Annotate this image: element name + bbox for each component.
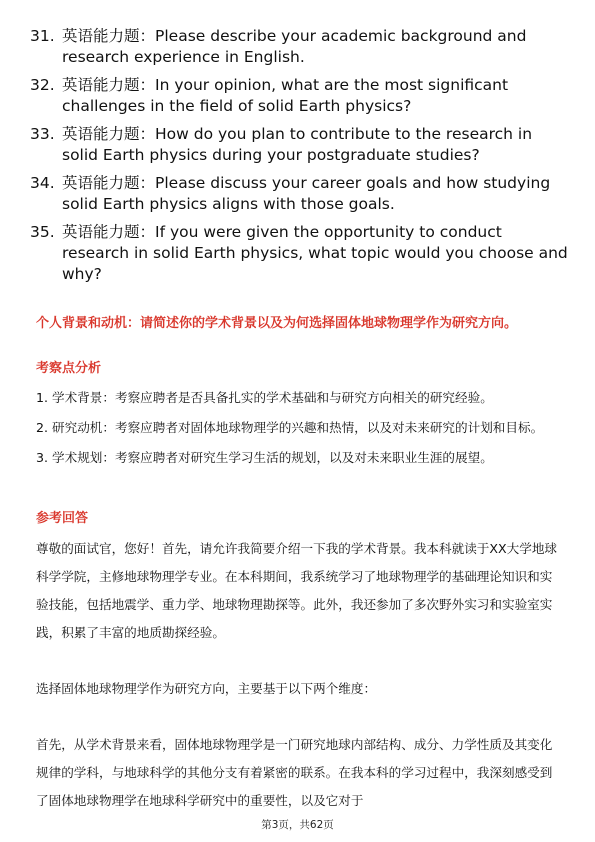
question-text: 英语能力题：If you were given the opportunity to conduct research in solid Earth physics, what topic would you choose and why? (62, 223, 568, 283)
page-footer: 第3页，共62页 (261, 819, 334, 831)
question-text: 英语能力题：Please discuss your career goals and how studying solid Earth physics aligns with those goals. (62, 174, 551, 213)
analysis-list (36, 384, 561, 474)
analysis-title: 考察点分析 (36, 361, 102, 376)
answer-paragraph: 首先，从学术背景来看，固体地球物理学是一门研究地球内部结构、成分、力学性质及其变化规律的学科，与地球科学的其他分支有着紧密的联系。在我本科的学习过程中，我深刻感受到了固体地球物理学在地球科学研究中的重要性，以及它对于 (36, 737, 553, 808)
question-item (30, 173, 570, 215)
question-list (30, 26, 570, 292)
question-text: 英语能力题：In your opinion, what are the most significant challenges in the field of solid Earth physics? (62, 76, 509, 115)
answer-title: 参考回答 (36, 511, 89, 526)
answer-paragraph: 尊敬的面试官，您好！首先，请允许我简要介绍一下我的学术背景。我本科就读于XX大学地球科学学院，主修地球物理学专业。在本科期间，我系统学习了地球物理学的基础理论知识和实验技能，包括地震学、重力学、地球物理勘探等。此外，我还参加了多次野外实习和实验室实践，积累了丰富的地质勘探经验。 (36, 541, 558, 640)
question-text: 英语能力题：How do you plan to contribute to the research in solid Earth physics during your postgraduate studies? (62, 125, 533, 164)
question-item (30, 26, 570, 68)
question-number: 32. (30, 76, 55, 94)
question-text: 英语能力题：Please describe your academic background and research experience in English. (62, 27, 527, 66)
analysis-item: 2. 研究动机：考察应聘者对固体地球物理学的兴趣和热情，以及对未来研究的计划和目标。 (36, 420, 544, 435)
question-number: 34. (30, 174, 55, 192)
section-title: 个人背景和动机：请简述你的学术背景以及为何选择固体地球物理学作为研究方向。 (36, 316, 518, 331)
question-number: 31. (30, 27, 55, 45)
answer-body (36, 535, 561, 815)
question-item (30, 124, 570, 166)
analysis-item: 3. 学术规划：考察应聘者对研究生学习生活的规划，以及对未来职业生涯的展望。 (36, 450, 493, 465)
answer-paragraph: 选择固体地球物理学作为研究方向，主要基于以下两个维度： (36, 681, 377, 696)
question-item (30, 222, 570, 285)
analysis-item: 1. 学术背景：考察应聘者是否具备扎实的学术基础和与研究方向相关的研究经验。 (36, 390, 493, 405)
question-number: 33. (30, 125, 55, 143)
question-item (30, 75, 570, 117)
question-number: 35. (30, 223, 55, 241)
